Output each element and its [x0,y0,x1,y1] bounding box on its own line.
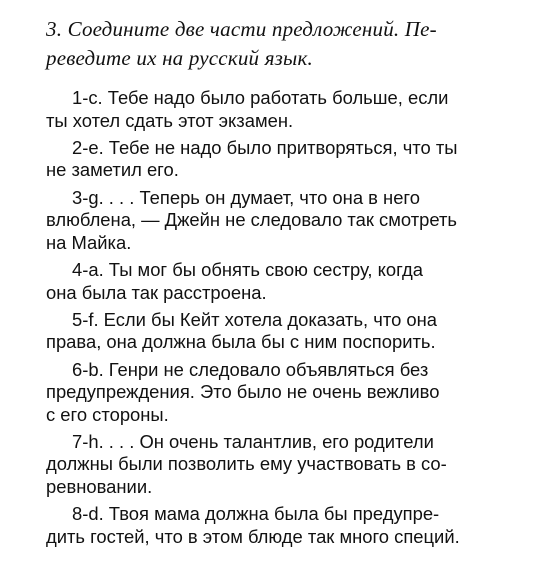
answer-line: 6-b. Генри не следовало объявляться без [72,358,429,380]
answer-line: должны были позволить ему участвовать в со- [46,453,447,475]
answer-line: 2-е. Тебе не надо было притворяться, что ты [72,136,458,158]
answer-line: с его стороны. [46,403,169,425]
answer-item [46,87,516,132]
answer-line: дить гостей, что в этом блюде так много специй. [46,525,460,547]
answer-line: 5-f. Если бы Кейт хотела доказать, что она [72,308,438,330]
answer-line: права, она должна была бы с ним поспорить. [46,331,436,353]
answer-line: на Майка. [46,231,132,253]
answer-line: ревновании. [46,476,153,498]
answer-item [46,137,516,182]
answer-line: она была так расстроена. [46,281,267,303]
answer-item [46,259,516,304]
answer-line: 4-а. Ты мог бы обнять свою сестру, когда [72,258,423,280]
answer-line: предупреждения. Это было не очень вежливо [46,381,440,403]
answer-line: 7-h. . . . Он очень талантлив, его родители [72,430,434,452]
exercise-heading [46,15,516,73]
answer-item [46,503,516,548]
answer-item [46,431,516,499]
heading-line: реведите их на русский язык. [46,46,313,70]
answer-line: 8-d. Твоя мама должна была бы предупре- [72,503,440,525]
answer-list [46,87,516,553]
answer-item [46,359,516,427]
answer-line: влюблена, — Джейн не следовало так смотреть [46,209,457,231]
answer-item [46,309,516,354]
heading-line: 3. Соедините две части предложений. Пе- [46,17,437,41]
answer-line: ты хотел сдать этот экзамен. [46,109,294,131]
answer-item [46,187,516,255]
answer-line: 3-g. . . . Теперь он думает, что она в него [72,186,420,208]
answer-line: 1-с. Тебе надо было работать больше, если [72,87,449,108]
answer-line: не заметил его. [46,159,179,181]
